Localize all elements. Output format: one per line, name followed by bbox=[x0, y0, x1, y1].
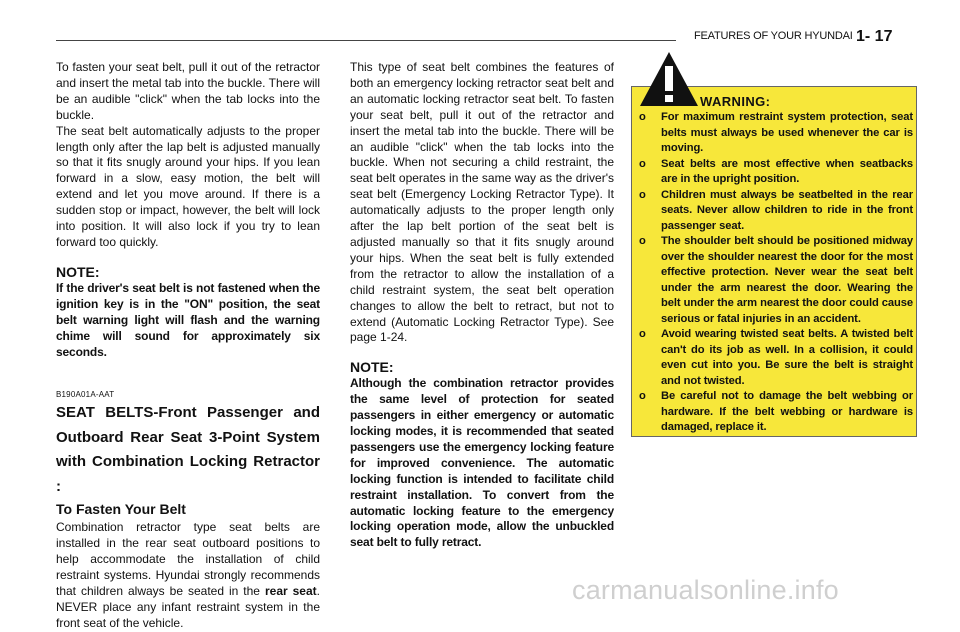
bullet-icon: o bbox=[639, 235, 646, 247]
page-number: 1- 17 bbox=[856, 28, 893, 45]
left-column bbox=[56, 60, 320, 632]
exclamation-bar bbox=[665, 66, 673, 91]
warning-title: WARNING: bbox=[700, 94, 771, 109]
section-subtitle: To Fasten Your Belt bbox=[56, 501, 186, 518]
auto-adjust-paragraph: The seat belt automatically adjusts to the proper length only after the lap belt is adjusted manually so that it fits snugly around your hips. If you lean forward in a slow, easy motion, the belt will extend and let you move around. If there is a sudden stop or impact, however, the belt will lock into position. It will also lock if you try to lean forward too quickly. bbox=[56, 123, 320, 249]
bullet-icon: o bbox=[639, 111, 646, 123]
warning-item-text: Be careful not to damage the belt webbing or hardware. If the belt webbing or hardware is damaged, replace it. bbox=[661, 390, 913, 433]
exclamation-triangle-icon bbox=[638, 50, 700, 108]
note-heading-2: NOTE: bbox=[350, 359, 394, 376]
warning-item bbox=[639, 188, 913, 235]
note-heading: NOTE: bbox=[56, 263, 100, 280]
middle-column bbox=[350, 60, 614, 551]
warning-list bbox=[639, 110, 913, 436]
section-code: B190A01A-AAT bbox=[56, 390, 115, 400]
section-body-text-end: . NEVER place any infant restraint system in the front seat of the vehicle. bbox=[56, 584, 320, 630]
bullet-icon: o bbox=[639, 157, 646, 170]
warning-item bbox=[639, 110, 913, 157]
warning-item bbox=[639, 157, 913, 188]
note-text-2: Although the combination retractor provides the same level of protection for seated passengers in either emergency or automatic locking modes, it is recommended that seated passengers use the emergency locking feature for improved convenience. The automatic locking function is intended to facilitate child restraint installation. To convert from the automatic locking feature to the emergency locking operation mode, allow the unbuckled seat belt to fully retract. bbox=[350, 376, 614, 550]
warning-item bbox=[639, 327, 913, 389]
section-body-text: Combination retractor type seat belts are installed in the rear seat outboard positions to help accommodate the installation of child restraint systems. Hyundai strongly recommends that children always be seated in the bbox=[56, 520, 320, 599]
warning-item-text: For maximum restraint system protection, seat belts must always be used whenever the car is moving. bbox=[661, 111, 913, 154]
bullet-icon: o bbox=[639, 390, 646, 402]
warning-item-text: Children must always be seatbelted in the rear seats. Never allow children to ride in the front passenger seat. bbox=[661, 188, 913, 232]
warning-item-text: The shoulder belt should be positioned midway over the shoulder nearest the door for the most effective protection. Never wear the seat belt under the arm nearest the door. Wearing the belt under the arm nearest the door could cause serious or fatal injuries in an accident. bbox=[661, 235, 913, 325]
rear-seat-emphasis: rear seat bbox=[264, 584, 317, 599]
intro-paragraph: To fasten your seat belt, pull it out of the retractor and insert the metal tab into the buckle. There will be an audible "click" when the tab locks into the buckle. bbox=[56, 60, 320, 122]
warning-box bbox=[631, 86, 917, 437]
section-body bbox=[56, 520, 320, 631]
warning-item bbox=[639, 234, 913, 327]
note-text: If the driver's seat belt is not fastened when the ignition key is in the "ON" position, the seat belt warning light will flash and the warning chime will sound for approximately six seconds. bbox=[56, 280, 320, 359]
watermark: carmanualsonline.info bbox=[572, 575, 839, 605]
bullet-icon: o bbox=[639, 328, 646, 340]
running-header: FEATURES OF YOUR HYUNDAI bbox=[694, 30, 853, 42]
exclamation-dot bbox=[665, 95, 673, 102]
section-title: SEAT BELTS-Front Passenger and Outboard Rear Seat 3-Point System with Combination Locking Retractor : bbox=[56, 404, 320, 495]
bullet-icon: o bbox=[639, 188, 646, 201]
warning-item bbox=[639, 389, 913, 436]
warning-item-text: Seat belts are most effective when seatbacks are in the upright position. bbox=[661, 157, 913, 185]
header-rule bbox=[56, 40, 676, 41]
combination-retractor-paragraph: This type of seat belt combines the features of both an emergency locking retractor seat belt and an automatic locking retractor seat belt. To fasten your seat belt, pull it out of the retractor and insert the metal tab into the buckle. There will be an audible "click" when the tab locks into the buckle. When not securing a child restraint, the seat belt operates in the same way as the driver's seat belt (Emergency Locking Retractor Type). It automatically adjusts to the proper length only after the lap belt portion of the seat belt is adjusted manually so that it fits snugly around your hips. When the seat belt is fully extended from the retractor to allow the installation of a child restraint system, the seat belt operation changes to allow the belt to retract, but not to extend (Automatic Locking Retractor Type). See page 1-24. bbox=[350, 60, 614, 345]
warning-item-text: Avoid wearing twisted seat belts. A twisted belt can't do its job as well. In a collision, it could even cut into you. Be sure the belt is straight and not twisted. bbox=[661, 328, 913, 387]
